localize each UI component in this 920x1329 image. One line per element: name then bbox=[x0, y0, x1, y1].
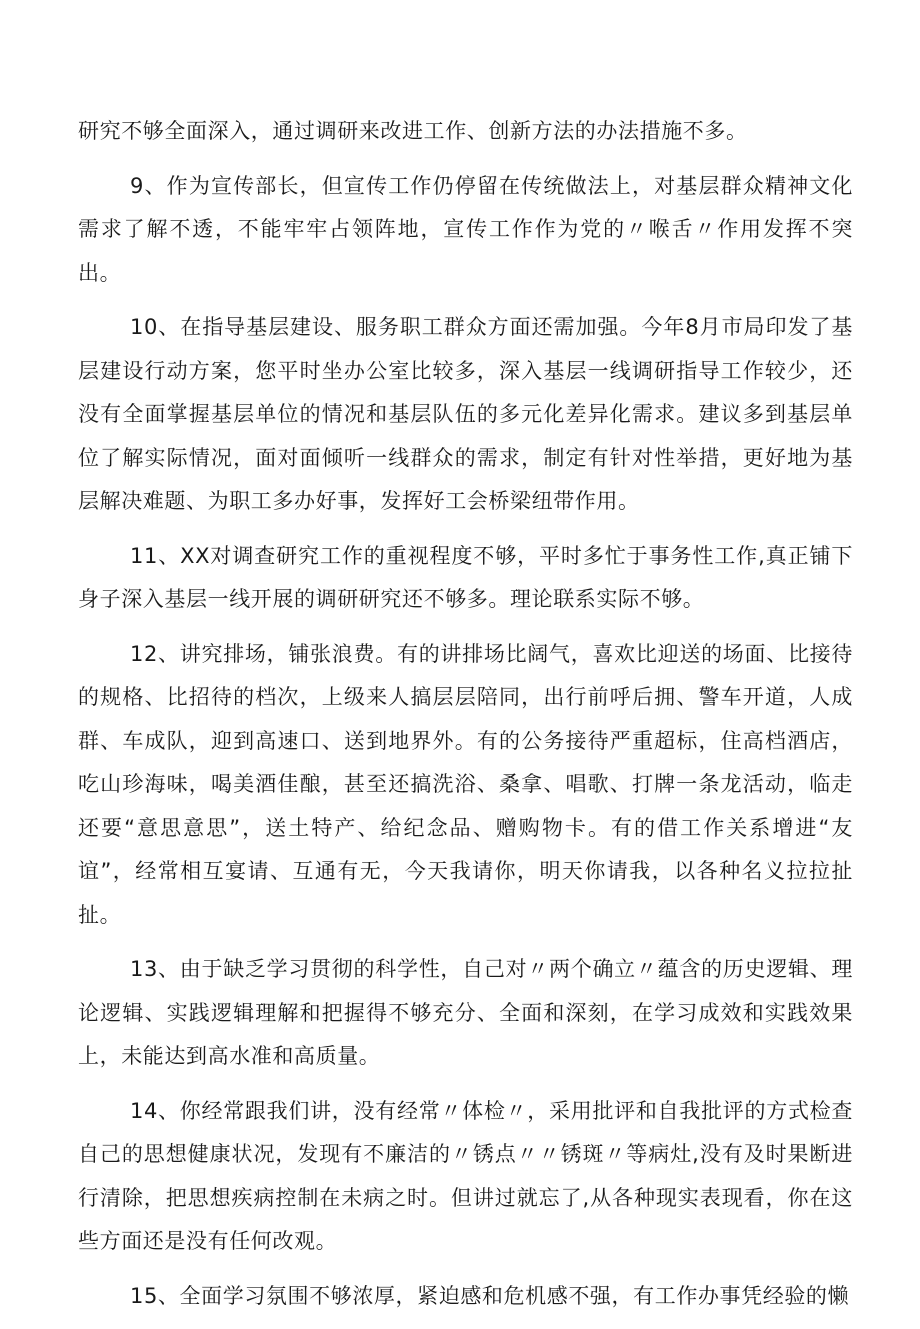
document-body bbox=[78, 110, 853, 1329]
paragraph-item-13: 13、由于缺乏学习贯彻的科学性，自己对〃两个确立〃蕴含的历史逻辑、理论逻辑、实践逻辑理解和把握得不够充分、全面和深刻，在学习成效和实践效果上，未能达到高水准和高质量。 bbox=[78, 957, 853, 1068]
paragraph-item-10: 10、在指导基层建设、服务职工群众方面还需加强。今年8月市局印发了基层建设行动方案，您平时坐办公室比较多，深入基层一线调研指导工作较少，还没有全面掌握基层单位的情况和基层队伍的多元化差异化需求。建议多到基层单位了解实际情况，面对面倾听一线群众的需求，制定有针对性举措，更好地为基层解决难题、为职工多办好事，发挥好工会桥梁纽带作用。 bbox=[78, 315, 853, 513]
paragraph-item-11: 11、XX对调查研究工作的重视程度不够，平时多忙于事务性工作,真正铺下身子深入基层一线开展的调研研究还不够多。理论联系实际不够。 bbox=[78, 543, 853, 611]
paragraph-item-12: 12、讲究排场，铺张浪费。有的讲排场比阔气，喜欢比迎送的场面、比接待的规格、比招待的档次，上级来人搞层层陪同，出行前呼后拥、警车开道，人成群、车成队，迎到高速口、送到地界外。有的公务接待严重超标，住高档酒店，吃山珍海味，喝美酒佳酿，甚至还搞洗浴、桑拿、唱歌、打牌一条龙活动，临走还要“意思意思”，送土特产、给纪念品、赠购物卡。有的借工作关系增进“友谊”，经常相互宴请、互通有无，今天我请你，明天你请我，以各种名义拉拉扯扯。 bbox=[78, 641, 853, 927]
paragraph-continuation: 研究不够全面深入，通过调研来改进工作、创新方法的办法措施不多。 bbox=[78, 119, 748, 143]
paragraph-item-14: 14、你经常跟我们讲，没有经常〃体检〃，采用批评和自我批评的方式检查自己的思想健康状况，发现有不廉洁的〃锈点〃〃锈斑〃等病灶,没有及时果断进行清除，把思想疾病控制在未病之时。但讲过就忘了,从各种现实表现看，你在这些方面还是没有任何改观。 bbox=[78, 1098, 853, 1253]
paragraph-item-15: 15、全面学习氛围不够浓厚，紧迫感和危机感不强，有工作办事凭经验的懒 bbox=[130, 1283, 850, 1308]
paragraph-item-9: 9、作为宣传部长，但宣传工作仍停留在传统做法上，对基层群众精神文化需求了解不透，不能牢牢占领阵地，宣传工作作为党的〃喉舌〃作用发挥不突出。 bbox=[78, 173, 853, 285]
